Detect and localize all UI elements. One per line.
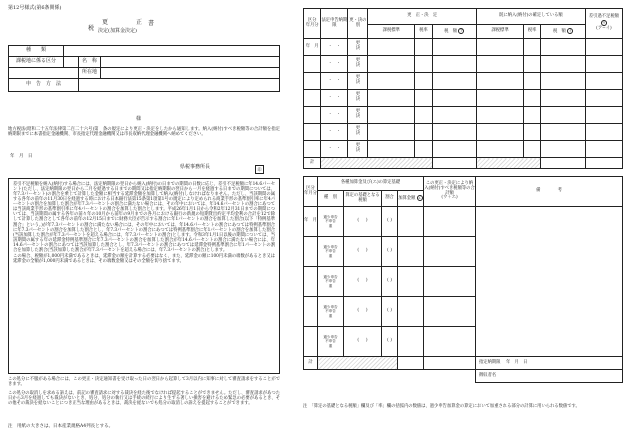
note-appeal: この処分に不服がある場合には、この更正・決定通知書を受け取った日の翌日から起算して3月以内に知事に対して審査請求をすることができます。 [8, 377, 280, 388]
row-basis: ( ) [344, 297, 382, 327]
note-lawsuit: この処分の取消しを求める訴えは、前記の審査請求に対する裁決を経た後でなければ提起することができません。ただし、審査請求があつた日から3月を経過しても裁決がないとき、処分、処分の執行又は手続の続行により生ずる著しい損害を避けるため緊急の必要があるとき、その他その裁決を経ないことにつき正当な理由があるときは、裁決を経ないでも処分の取消しの訴えを提起することができます。 [8, 391, 280, 407]
instruction-paragraph-1: 差引不足税額を納入(納付)する場合には、法定納期限の翌日から納入(納付)の日までの期間の日数に応じ、差引不足税額に年14.6パーセント(ただし、法定納期限の翌日から二月を経過する日までの期間又は指定納期限の翌日から一月を経過する日までの期間については、年7.3パーセント)の割合を乗じて計算した金額に相当する延滞金額を加算して納入(納付)しなければなりません。ただし、当該期間の属する各年の前年の11月30日を経過する時における日本銀行法第15条第1項第1号の規定により定められる商業手形の基準割引率に年4パーセントの割合を加算した割合が年7.3パーセントの割合に満たない場合には、その年中においては、年14.6パーセントの割合にあつては当該商業手形の基準割引率に年4パーセントの割合を加算した割合とします。平成26年1月1日から令和2年12月31日までの期間については、当該期間の属する各年の前々年の10月から前年の9月までの各月における銀行の新規の短期貸出約定平均金利の合計を12で除して計算した割合として各年の前年の12月15日までに財務大臣が告示する割合に年1パーセントの割合を加算した割合(以下「特例基準割合」という。)が年7.3パーセントの割合に満たない場合には、その年中においては、年14.6パーセントの割合にあつては特例基準割合に年7.3パーセントの割合を加算した割合とし、年7.3パーセントの割合にあつては特例基準割合に年1パーセントの割合を加算した割合(当該加算した割合が年7.3パーセントを超える場合には、年7.3パーセントの割合)とします。令和3年1月1日以後の期間については、当該期間の属する年の延滞金特例基準割合に年7.3パーセントの割合を加算した割合が年14.6パーセントの割合に満たない場合には、年14.6パーセントの割合にあつては当該加算した割合とし、年7.3パーセントの割合にあつては延滞金特例基準割合に年1パーセントの割合を加算した割合(当該加算した割合が年7.3パーセントを超える場合には、年7.3パーセントの割合)とします。 [13, 182, 275, 253]
total-label: 計 [304, 158, 321, 169]
form-number: 第12号様式(第6条関係) [8, 5, 62, 11]
row-deadline: ・ ・ [321, 73, 348, 90]
method-value [79, 79, 280, 92]
row-basis: ( ) [344, 207, 382, 237]
header-amount: 加算金額 エ [398, 191, 424, 207]
address-value [101, 68, 280, 79]
instructions-box [8, 178, 280, 374]
row-label-region: 課税地に係る区分 [9, 57, 64, 68]
row-type: 過少申告 不申告 重 [318, 297, 344, 327]
header-correction-amount: 税 額 ア [432, 25, 477, 39]
header-rate: 割合 [382, 191, 398, 207]
officer-cell: 徴収者名 [476, 370, 623, 383]
additional-tax-table [303, 176, 623, 383]
row-label-method: 申 告 方 法 [9, 79, 79, 92]
header-kubun: 区分 年月分 [304, 9, 321, 39]
taxpayer-table [8, 45, 280, 92]
region-value [64, 57, 79, 68]
instruction-paragraph-2: この場合、税額が1,000円未満であるときは、延滞金の額を計算する必要はなく、また、延滞金の額に100円未満の端数があるとき又は延滞金の全額が1,000円未満であるときは、その端数金額又はその全額を切り捨てます。 [13, 253, 275, 264]
row-change-type: 更 決 [348, 90, 368, 107]
deadline-cell: 指定納期限 年 月 日 [476, 357, 623, 370]
name-value [101, 57, 280, 68]
header-legal-deadline: 法定申告納期限 [321, 9, 348, 39]
row-rate: ( ) [382, 267, 398, 297]
row-rate: ( ) [382, 297, 398, 327]
form-title [88, 19, 218, 36]
row-basis: ( ) [344, 327, 382, 357]
total-label-2: 計 [304, 357, 318, 370]
row-deadline: ・ ・ [321, 56, 348, 73]
row-label-address: 所在地 [79, 68, 101, 79]
header-change-type: 更・決の別 [348, 9, 368, 39]
row-label-name: 名 称 [79, 57, 101, 68]
table-row [304, 207, 623, 237]
row-change-type: 更 決 [348, 56, 368, 73]
row-change-type: 更 決 [348, 39, 368, 56]
notice-text: 地方税法(昭和二十五年法律第二百二十六号)第 条の規定により更正・決定をしたから通知します。納入(納付)すべき税額等の合計額を指定納期限までに本書指定金融機関、市長指定代理金融機関又は市長収納代理金融機関へ納めてください。 [8, 127, 280, 138]
total-row [304, 357, 623, 370]
title-bottom: 正 [136, 19, 143, 26]
header-existing-amount: 税 額 イ [541, 25, 586, 39]
title-sub: 決定(加算金決定) [98, 28, 137, 34]
correction-table [303, 8, 623, 169]
row-type: 過少申告 不申告 重 [318, 237, 344, 267]
header-additional-tax: 各種加算金及び(エ)の算定基礎 [318, 177, 424, 191]
row-deadline: ・ ・ [321, 107, 348, 124]
row-year-month: 年 月 [304, 207, 318, 237]
type-value [64, 46, 280, 57]
header-correction: 更 正・決 定 [368, 9, 477, 25]
row-basis: ( ) [344, 237, 382, 267]
header-payable: この更正・決定により納入(納付)すべき税額等の合計額 (ウ＋エ) [424, 177, 476, 207]
header-type: 種 別 [318, 191, 344, 207]
title-top: 更 [102, 19, 109, 26]
row-type: 過少申告 不申告 重 [318, 207, 344, 237]
right-footnote: 注 「算定の基礎となる税額」欄及び「率」欄の括弧内の数値は、過少申告加算金の算定において加重される部分の計算に用いられる数値です。 [303, 404, 580, 409]
row-basis: ( ) [344, 267, 382, 297]
table-row [304, 56, 623, 73]
row-rate: ( ) [382, 327, 398, 357]
row-change-type: 更 決 [348, 107, 368, 124]
table-row [304, 107, 623, 124]
header-remarks: 備 考 [476, 177, 623, 207]
table-row [304, 73, 623, 90]
issuer-seal: 印 [255, 165, 264, 174]
row-rate: ( ) [382, 207, 398, 237]
header-correction-rate: 税率 [415, 25, 432, 39]
title-prefix: 税 [88, 25, 95, 32]
notice-heading: 様 [136, 116, 142, 122]
row-deadline: ・ ・ [321, 90, 348, 107]
title-suffix: 書 [148, 20, 155, 27]
row-deadline: ・ ・ [321, 141, 348, 158]
notice-date: 年 月 日 [10, 154, 33, 159]
header-basis: 算定の基礎となる税額 [344, 191, 382, 207]
table-row [304, 141, 623, 158]
row-deadline: ・ ・ [321, 39, 348, 56]
total-row [304, 158, 623, 169]
table-row [304, 39, 623, 56]
footnote-paper-size: 注 用紙の大きさは、日本産業規格A4列長とする。 [8, 424, 114, 429]
header-diff: 差引過不足税額 ウ (ア−イ) [585, 9, 622, 39]
row-change-type: 更 決 [348, 124, 368, 141]
header-existing-base: 課税標準 [477, 25, 524, 39]
header-existing-rate: 税率 [524, 25, 541, 39]
table-row [304, 90, 623, 107]
row-change-type: 更 決 [348, 73, 368, 90]
row-type: 過少申告 不申告 重 [318, 267, 344, 297]
issuer: 県税事務所長 [180, 164, 211, 170]
header-correction-base: 課税標準 [368, 25, 415, 39]
row-deadline: ・ ・ [321, 124, 348, 141]
row-type: 過少申告 不申告 重 [318, 327, 344, 357]
header-existing: 既に納入(納付)の確定している額 [477, 9, 586, 25]
remarks-cell [476, 207, 623, 357]
table-row [304, 124, 623, 141]
row-label-type: 種 類 [9, 46, 64, 57]
row-year-month: 年 月 [304, 39, 321, 56]
row-change-type: 更 決 [348, 141, 368, 158]
header-kubun-2: 区分 年月分 [304, 177, 318, 207]
row-rate: ( ) [382, 237, 398, 267]
